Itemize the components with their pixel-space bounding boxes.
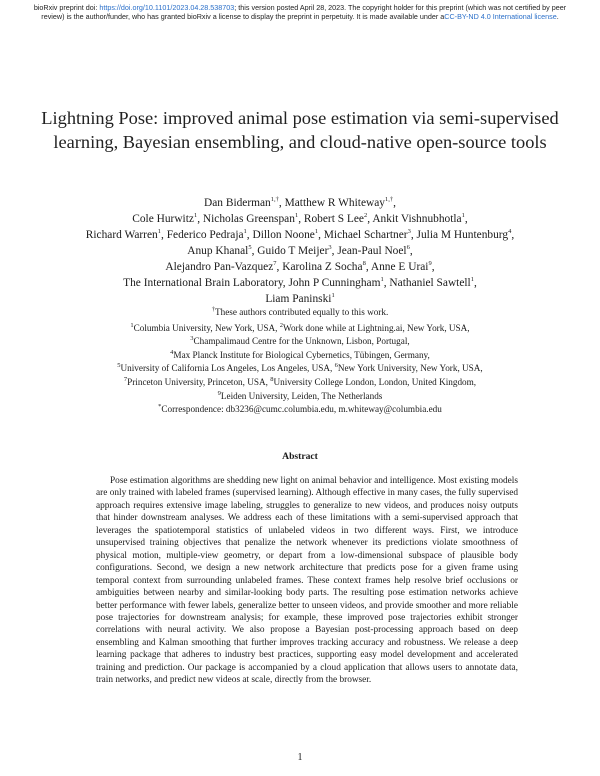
affiliation-text: University College London, London, United Kingdom, [273,376,477,387]
author-name: Cole Hurwitz [132,213,194,225]
author-name: Anup Khanal [187,245,249,257]
author-name: John P Cunningham [288,277,381,289]
affiliation-line [40,362,560,376]
author-affiliation-mark: 7 [273,260,277,268]
affiliation-text: Champalimaud Centre for the Unknown, Lisbon, Portugal, [193,336,410,347]
affiliation-mark: † [211,305,215,313]
author-affiliation-mark: 1 [243,228,247,236]
affiliation-mark: 1 [130,321,134,329]
affiliation-mark: * [158,403,162,411]
license-link[interactable]: CC-BY-ND 4.0 International license [444,11,557,21]
affiliation-line [40,322,560,336]
affiliation-mark: 5 [117,362,121,370]
affiliation-text: Correspondence: db3236@cumc.columbia.edu, m.whiteway@columbia.edu [161,404,442,415]
author-affiliation-mark: 1 [461,212,465,220]
author-name: Nicholas Greenspan [202,213,295,225]
affiliation-list [40,306,560,417]
paper-title: Lightning Pose: improved animal pose estimation via semi-supervised learning, Bayesian ensembling, and cloud-native open-source tools [41,108,559,152]
affiliation-line [40,403,560,417]
author-affiliation-mark: 1,† [384,196,394,204]
author-name: Karolina Z Socha [282,261,363,273]
affiliation-text: University of California Los Angeles, Los Angeles, USA, [120,363,335,374]
author-list [40,195,560,307]
affiliation-text: These authors contributed equally to this work. [215,307,389,317]
author-name: Federico Pedraja [166,229,244,241]
author-affiliation-mark: 4 [508,228,512,236]
author-name: Dan Biderman [204,197,271,209]
author-affiliation-mark: 1 [193,212,198,220]
author-affiliation-mark: 2 [364,212,368,220]
author-name: Richard Warren [85,229,158,241]
author-name: Robert S Lee [303,213,364,225]
affiliation-text: Leiden University, Leiden, The Netherlands [220,390,383,401]
author-name: Liam Paninski [265,293,332,305]
author-name: The International Brain Laboratory [123,277,283,289]
author-affiliation-mark: 5 [248,244,252,252]
author-name: Jean-Paul Noel [337,245,407,257]
preprint-statement: ; this version posted April 28, 2023. The copyright holder for this preprint (which was not certified by peer review) is the author/funder, who has granted bioRxiv a license to display the preprint in perpetuity. It is made available under a [41,3,567,21]
author-line: The International Brain Laboratory, John P Cunningham$^1$, Nathaniel Sawtell$^1$, [123,276,477,289]
author-affiliation-mark: 1 [470,276,474,284]
author-name: Ankit Vishnubhotla [372,213,462,225]
author-affiliation-mark: 1 [157,228,161,236]
preprint-notice [30,4,570,21]
author-line: Cole Hurwitz$^1$, Nicholas Greenspan$^1$, Robert S Lee$^2$, Ankit Vishnubhotla$^1$, [132,212,468,225]
author-line: Anup Khanal$^5$, Guido T Meijer$^3$, Jean-Paul Noel$^6$, [187,244,413,257]
author-name: Anne E Urai [370,261,429,273]
author-affiliation-mark: 3 [328,244,332,252]
affiliation-line [40,306,560,320]
author-line: Alejandro Pan-Vazquez$^7$, Karolina Z Socha$^8$, Anne E Urai$^9$, [165,260,435,273]
affiliation-line [40,390,560,404]
affiliation-text: Princeton University, Princeton, USA, [127,376,271,387]
author-affiliation-mark: 1 [314,228,319,236]
abstract-heading: Abstract [282,451,318,462]
affiliation-text: Max Planck Institute for Biological Cybernetics, Tübingen, Germany, [173,349,430,360]
affiliation-text: Work done while at Lightning.ai, New York, USA, [283,322,470,333]
affiliation-mark: 8 [270,375,274,383]
author-affiliation-mark: 1,† [270,196,279,204]
affiliation-mark: 6 [334,362,338,370]
author-affiliation-mark: 1 [380,276,384,284]
affiliation-line [40,349,560,363]
author-name: Nathaniel Sawtell [389,277,471,289]
affiliation-text: Columbia University, New York, USA, [133,322,280,333]
preprint-end: . [556,11,559,21]
author-affiliation-mark: 9 [428,260,432,268]
author-name: Michael Schartner [323,229,408,241]
affiliation-line [40,376,560,390]
author-affiliation-mark: 3 [407,228,411,236]
doi-link[interactable]: https://doi.org/10.1101/2023.04.28.538703 [99,3,235,12]
affiliation-text: New York University, New York, USA, [337,363,483,374]
author-line: Richard Warren$^1$, Federico Pedraja$^1$, Dillon Noone$^1$, Michael Schartner$^3$, Julia M Huntenburg$^4$, [85,228,515,241]
author-name: Alejandro Pan-Vazquez [165,261,274,273]
author-affiliation-mark: 1 [294,212,299,220]
affiliation-line [40,335,560,349]
affiliation-mark: 3 [190,335,194,343]
author-affiliation-mark: 6 [406,244,410,252]
affiliation-mark: 4 [170,348,174,356]
abstract-text: Pose estimation algorithms are shedding new light on animal behavior and intelligence. Most existing models are only trained with labeled frames (supervised learning). Although effective in many cases, the fully supervised approach requires extensive image labeling, struggles to generalize to new videos, and produces noisy outputs that hinder downstream analyses. We address each of these limitations with a semi-supervised approach that leverages the spatiotemporal statistics of unlabeled videos in two different ways. First, we introduce unsupervised training objectives that penalize the network whenever its predictions violate smoothness of physical motion, multiple-view geometry, or depart from a low-dimensional subspace of plausible body configurations. Second, we design a new network architecture that predicts pose for a given frame using temporal context from surrounding unlabeled frames. These context frames help resolve brief occlusions or ambiguities between nearby and similar-looking body parts. The resulting pose estimation networks achieve better performance with fewer labels, generalize better to unseen videos, and provide smoother and more reliable pose trajectories for downstream analysis; for example, these improved pose trajectories exhibit stronger correlations with neural activity. We also propose a Bayesian post-processing approach based on deep ensembling and Kalman smoothing that further improves tracking accuracy and robustness. We release a deep learning package that adheres to industry best practices, supporting easy model development and accelerated training and prediction. Our package is accompanied by a cloud application that allows users to annotate data, train networks, and predict new videos at scale, directly from the browser. [96,476,518,686]
affiliation-mark: 2 [279,321,284,329]
author-line [40,291,560,307]
author-line: Dan Biderman$^{1,\dagger}$, Matthew R Whiteway$^{1,\dagger}$, [204,196,396,209]
author-name: Julia M Huntenburg [416,229,509,241]
author-name: Guido T Meijer [257,245,329,257]
author-affiliation-mark: 8 [362,260,366,268]
preprint-prefix: bioRxiv preprint doi: [33,3,100,12]
author-name: Matthew R Whiteway [284,197,385,209]
author-name: Dillon Noone [252,229,315,241]
affiliation-mark: 9 [217,389,221,397]
author-affiliation-mark: 1 [331,292,335,300]
affiliation-mark: 7 [123,375,128,383]
page-number: 1 [297,752,303,763]
